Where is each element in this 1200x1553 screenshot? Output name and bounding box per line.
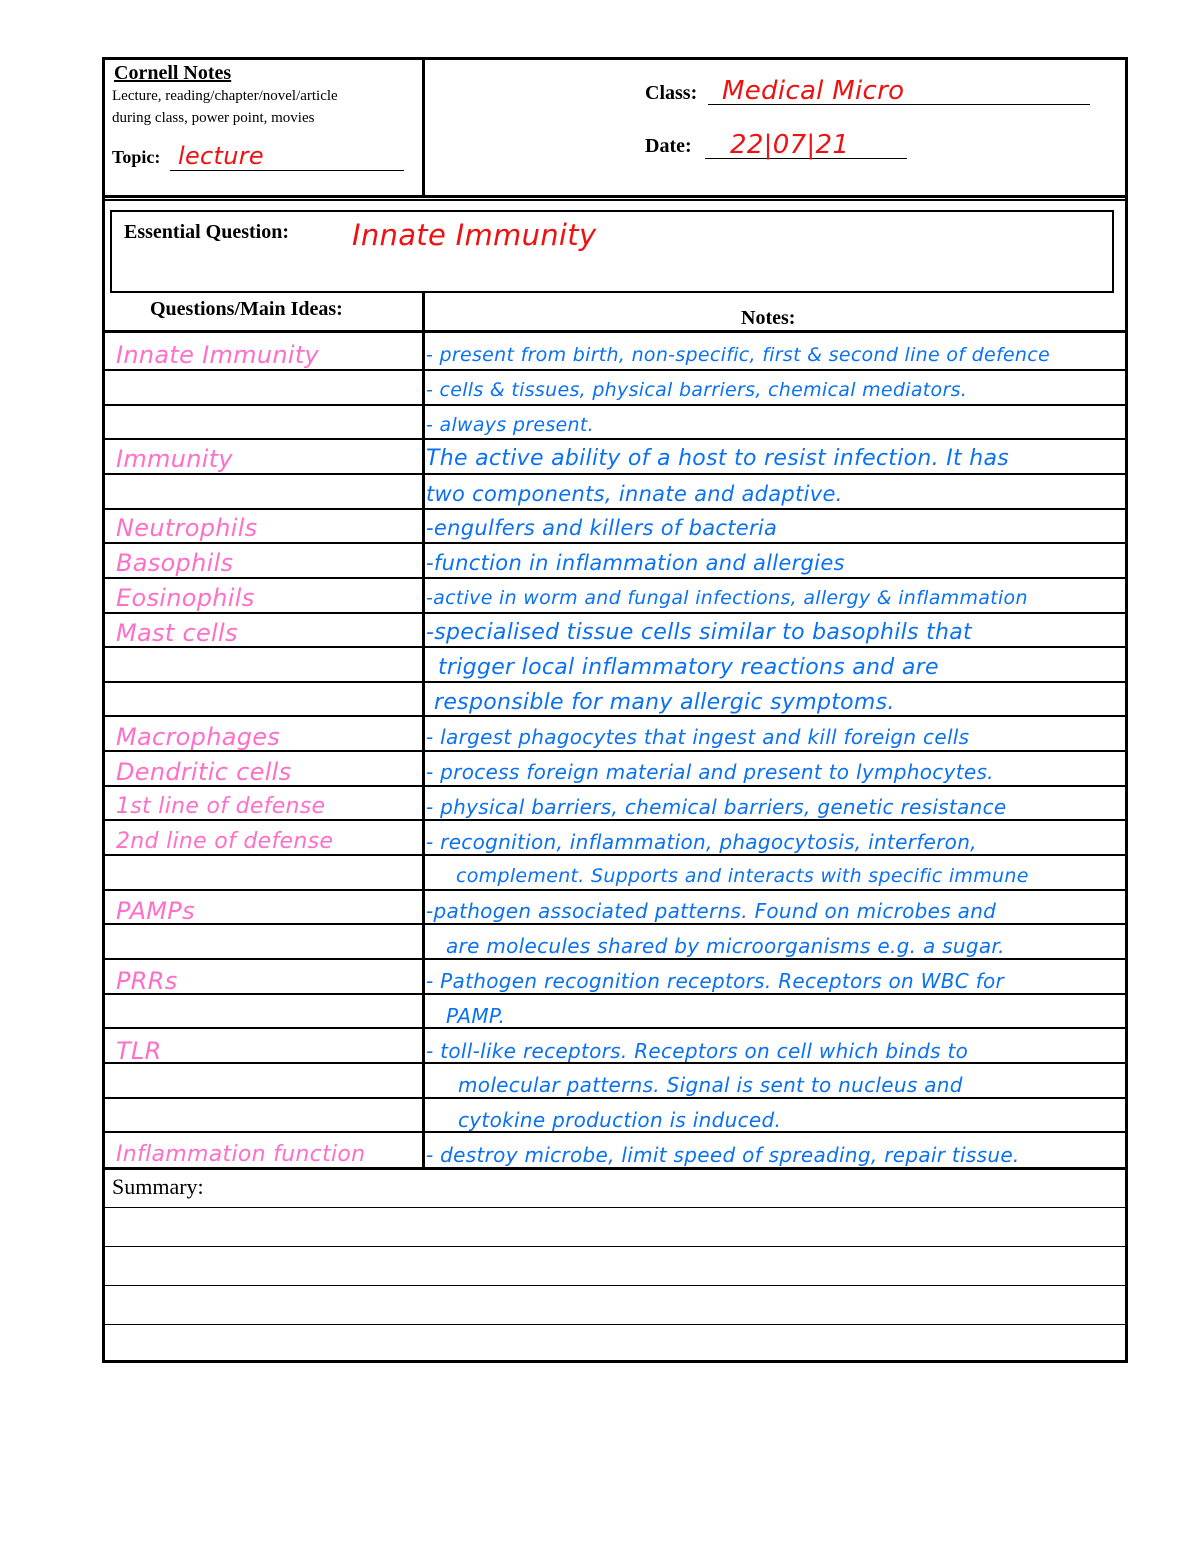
cue-prrs[interactable]: PRRs [116,967,178,995]
header-subtitle-2: during class, power point, movies [112,110,315,126]
note-line[interactable]: -active in worm and fungal infections, allergy & inflammation [426,587,1028,609]
essential-question-value[interactable]: Innate Immunity [352,218,597,252]
note-line[interactable]: - always present. [426,414,594,436]
note-line[interactable]: -specialised tissue cells similar to basophils that [426,620,972,645]
cue-inflammation-function[interactable]: Inflammation function [116,1142,366,1167]
column-header-rule [102,330,1128,333]
note-line[interactable]: - physical barriers, chemical barriers, genetic resistance [426,795,1007,819]
row-rule [102,577,1128,579]
cue-second-line-defense[interactable]: 2nd line of defense [116,829,334,854]
note-line[interactable]: - present from birth, non-specific, first & second line of defence [426,344,1051,366]
cue-eosinophils[interactable]: Eosinophils [116,584,255,612]
class-value[interactable]: Medical Micro [722,76,905,106]
date-value[interactable]: 22|07|21 [730,130,850,160]
note-line[interactable]: are molecules shared by microorganisms e.g. a sugar. [446,934,1005,958]
note-line[interactable]: two components, innate and adaptive. [426,482,843,506]
cue-macrophages[interactable]: Macrophages [116,723,281,751]
header-divider [422,57,425,197]
topic-value[interactable]: lecture [178,142,264,170]
note-line[interactable]: The active ability of a host to resist infection. It has [426,446,1010,471]
cue-immunity[interactable]: Immunity [116,445,233,473]
cue-pamps[interactable]: PAMPs [116,897,195,925]
summary-rule [102,1285,1128,1286]
note-line[interactable]: -engulfers and killers of bacteria [426,516,778,540]
cue-dendritic-cells[interactable]: Dendritic cells [116,758,292,786]
cue-basophils[interactable]: Basophils [116,549,234,577]
row-rule [102,1027,1128,1029]
essential-question-label: Essential Question: [124,221,290,243]
note-line[interactable]: - Pathogen recognition receptors. Receptors on WBC for [426,969,1005,993]
summary-rule [102,1324,1128,1325]
note-line[interactable]: -pathogen associated patterns. Found on microbes and [426,899,997,923]
note-line[interactable]: -function in inflammation and allergies [426,551,845,575]
cue-tlr[interactable]: TLR [116,1037,162,1065]
notes-header: Notes: [741,307,796,329]
note-line[interactable]: cytokine production is induced. [458,1108,782,1132]
note-line[interactable]: - recognition, inflammation, phagocytosis, interferon, [426,830,977,854]
topic-label: Topic: [112,147,161,167]
note-line[interactable]: responsible for many allergic symptoms. [434,690,895,715]
note-line[interactable]: - largest phagocytes that ingest and kill foreign cells [426,725,970,749]
row-rule [102,473,1128,475]
class-label: Class: [645,82,698,104]
header-title: Cornell Notes [114,62,232,84]
header-bottom-rule-2 [102,199,1128,201]
note-line[interactable]: - cells & tissues, physical barriers, chemical mediators. [426,379,968,401]
cue-mast-cells[interactable]: Mast cells [116,619,238,647]
note-line[interactable]: molecular patterns. Signal is sent to nucleus and [458,1073,963,1097]
row-rule [102,508,1128,510]
note-line[interactable]: complement. Supports and interacts with specific immune [456,865,1029,887]
cue-first-line-defense[interactable]: 1st line of defense [116,794,326,819]
date-label: Date: [645,135,692,157]
questions-header: Questions/Main Ideas: [150,298,343,320]
summary-label: Summary: [112,1174,204,1199]
row-rule [102,612,1128,614]
topic-underline [170,170,404,171]
note-line[interactable]: - process foreign material and present to lymphocytes. [426,760,994,784]
note-line[interactable]: - toll-like receptors. Receptors on cell which binds to [426,1039,969,1063]
row-rule [102,438,1128,440]
row-rule [102,404,1128,406]
summary-rule [102,1246,1128,1247]
note-line[interactable]: trigger local inflammatory reactions and are [438,655,939,680]
summary-rule [102,1207,1128,1208]
cue-innate-immunity[interactable]: Innate Immunity [116,341,320,369]
cue-neutrophils[interactable]: Neutrophils [116,514,258,542]
note-line[interactable]: PAMP. [446,1004,506,1028]
header-subtitle-1: Lecture, reading/chapter/novel/article [112,88,338,104]
note-line[interactable]: - destroy microbe, limit speed of spreading, repair tissue. [426,1143,1020,1167]
header-bottom-rule [102,195,1128,198]
column-divider [422,293,425,1168]
